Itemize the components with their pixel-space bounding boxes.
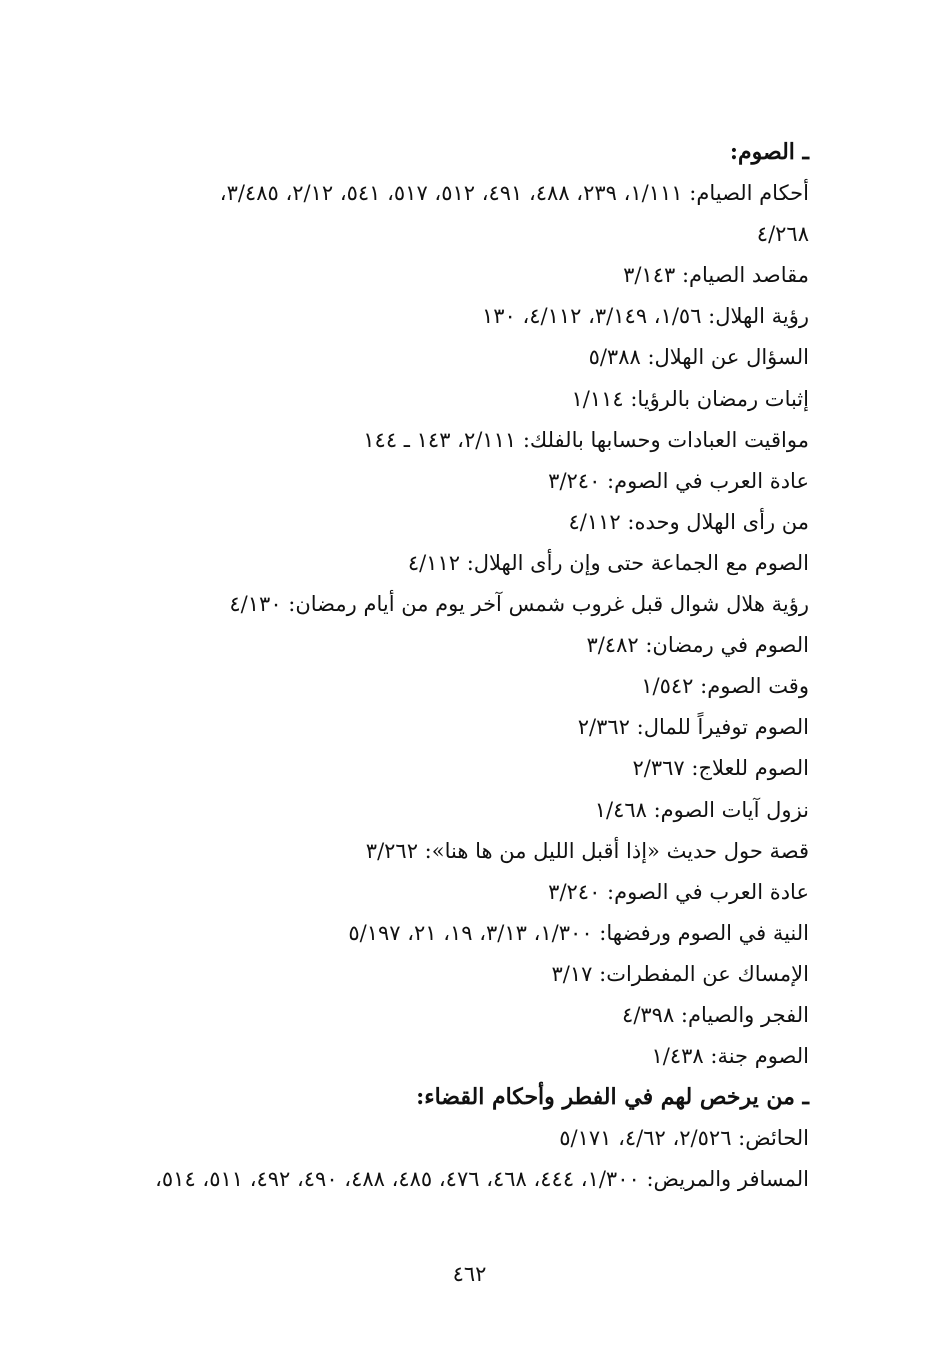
index-entry: عادة العرب في الصوم: ٣/٢٤٠: [548, 879, 809, 904]
index-entry: الصوم للعلاج: ٢/٣٦٧: [632, 756, 809, 781]
index-entry: من رأى الهلال وحده: ٤/١١٢: [568, 509, 809, 534]
index-entry: رؤية الهلال: ١/٥٦، ٣/١٤٩، ٤/١١٢، ١٣٠: [481, 304, 809, 329]
index-entry: مواقيت العبادات وحسابها بالفلك: ٢/١١١، ١٤٣ ـ ١٤٤: [363, 427, 809, 452]
index-entry: مقاصد الصيام: ٣/١٤٣: [623, 263, 809, 288]
index-entries: [119, 132, 809, 1200]
index-entry: رؤية هلال شوال قبل غروب شمس آخر يوم من أيام رمضان: ٤/١٣٠: [229, 592, 809, 617]
index-entry: الصوم جنة: ١/٤٣٨: [651, 1044, 809, 1069]
index-entry: الإمساك عن المفطرات: ٣/١٧: [551, 961, 809, 986]
index-entry: قصة حول حديث «إذا أقبل الليل من ها هنا»: ٣/٢٦٢: [365, 838, 809, 863]
section-heading-fasting: ـ الصوم:: [729, 139, 809, 165]
index-entry: عادة العرب في الصوم: ٣/٢٤٠: [548, 468, 809, 493]
index-entry: الفجر والصيام: ٤/٣٩٨: [622, 1002, 809, 1027]
index-entry-continuation: ٤/٢٦٨: [756, 222, 809, 247]
section-heading-exemptions: ـ من يرخص لهم في الفطر وأحكام القضاء:: [416, 1084, 809, 1111]
index-entry: الصوم توفيراً للمال: ٢/٣٦٢: [577, 715, 809, 740]
index-entry: الصوم مع الجماعة حتى وإن رأى الهلال: ٤/١١٢: [407, 550, 809, 575]
index-entry: وقت الصوم: ١/٥٤٢: [641, 674, 809, 699]
index-entry: إثبات رمضان بالرؤيا: ١/١١٤: [571, 386, 809, 411]
index-entry: أحكام الصيام: ١/١١١، ٢٣٩، ٤٨٨، ٤٩١، ٥١٢، ٥١٧، ٥٤١، ٢/١٢، ٣/٤٨٥،: [219, 181, 809, 206]
page-number: ٤٦٢: [452, 1262, 487, 1286]
index-entry: الحائض: ٢/٥٢٦، ٤/٦٢، ٥/١٧١: [559, 1126, 809, 1151]
index-entry: السؤال عن الهلال: ٥/٣٨٨: [588, 345, 809, 370]
index-entry: نزول آيات الصوم: ١/٤٦٨: [594, 797, 809, 822]
index-entry: الصوم في رمضان: ٣/٤٨٢: [586, 633, 809, 658]
index-entry: النية في الصوم ورفضها: ١/٣٠٠، ٣/١٣، ١٩، ٢١، ٥/١٩٧: [348, 920, 809, 945]
index-entry: المسافر والمريض: ١/٣٠٠، ٤٤٤، ٤٦٨، ٤٧٦، ٤٨٥، ٤٨٨، ٤٩٠، ٤٩٢، ٥١١، ٥١٤،: [155, 1167, 809, 1192]
